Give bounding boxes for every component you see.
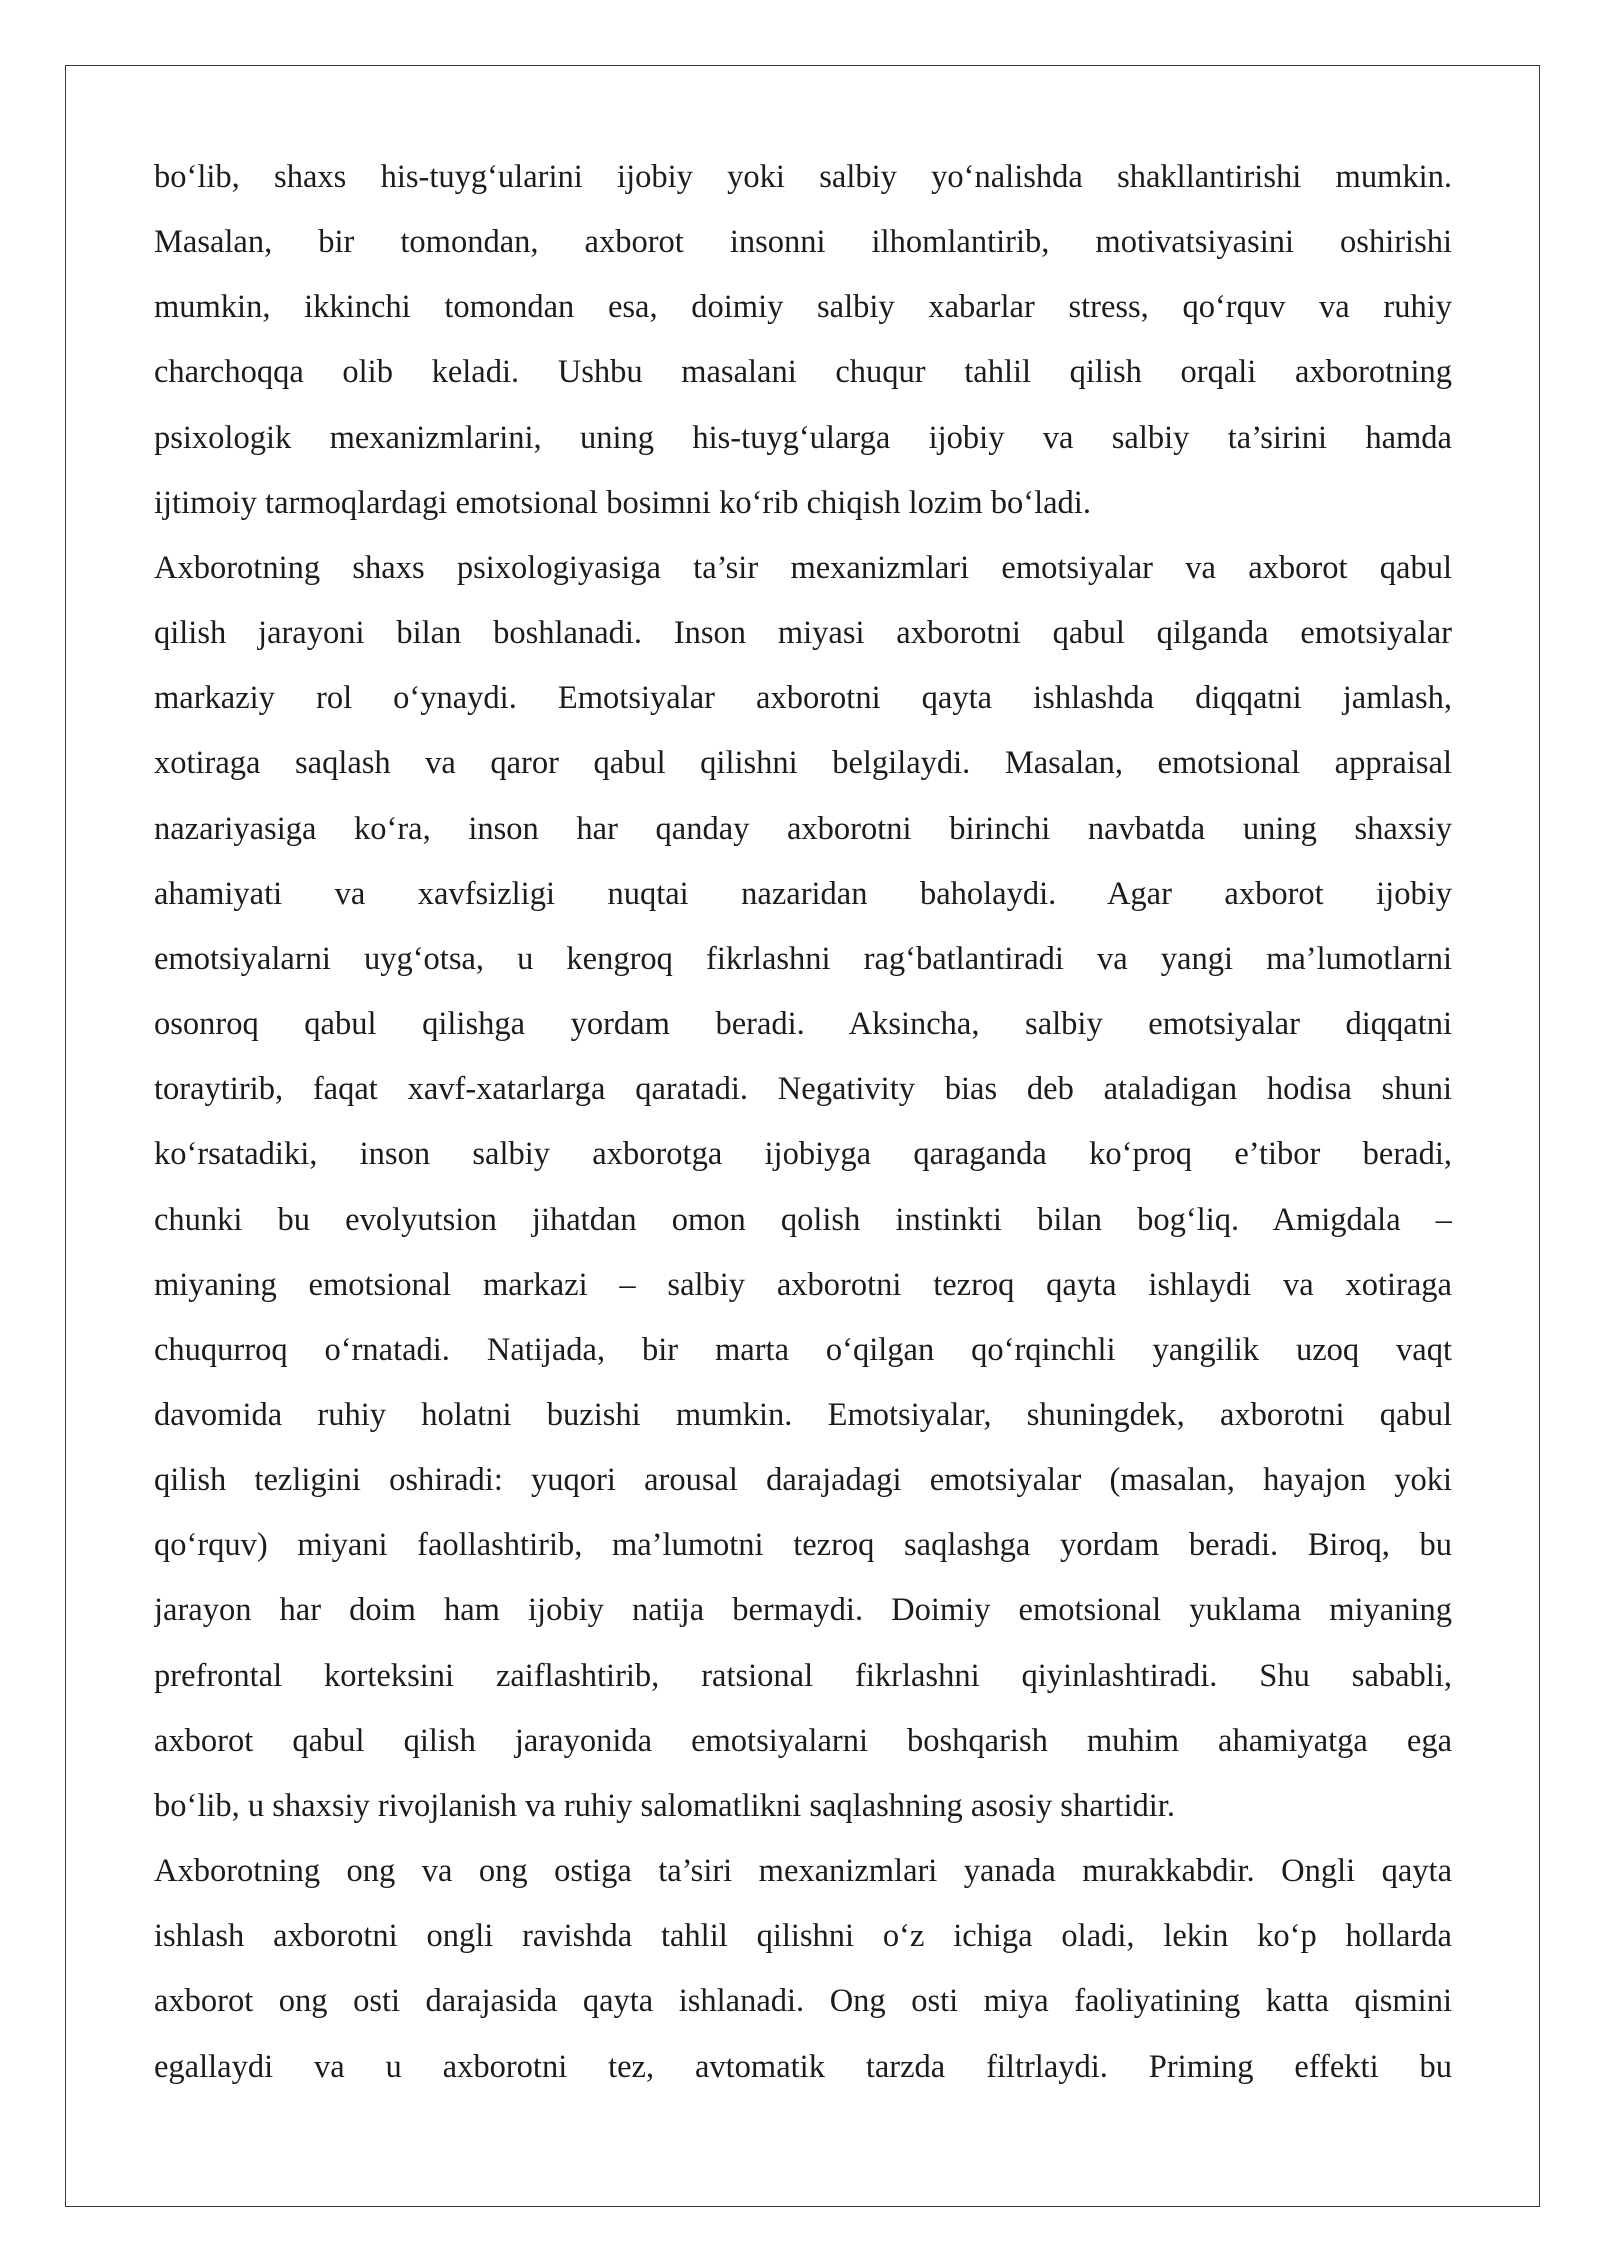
text-line: bo‘lib, u shaxsiy rivojlanish va ruhiy salomatlikni saqlashning asosiy shartidir.: [154, 1787, 1175, 1824]
text-line: ishlash axborotni ongli ravishda tahlil qilishni o‘z ichiga oladi, lekin ko‘p hollarda: [154, 1918, 1452, 1955]
text-line: Masalan, bir tomondan, axborot insonni ilhomlantirib, motivatsiyasini oshirishi: [154, 224, 1452, 261]
text-line: mumkin, ikkinchi tomondan esa, doimiy salbiy xabarlar stress, qo‘rquv va ruhiy: [154, 289, 1452, 326]
text-line: xotiraga saqlash va qaror qabul qilishni belgilaydi. Masalan, emotsional appraisal: [154, 745, 1452, 782]
paragraph: [154, 145, 1452, 536]
text-line: axborot ong osti darajasida qayta ishlanadi. Ong osti miya faoliyatining katta qismini: [154, 1983, 1452, 2020]
text-line: qilish tezligini oshiradi: yuqori arousal darajadagi emotsiyalar (masalan, hayajon yoki: [154, 1462, 1452, 1499]
text-line: emotsiyalarni uyg‘otsa, u kengroq fikrlashni rag‘batlantiradi va yangi ma’lumotlarni: [154, 940, 1452, 977]
body-text: [154, 145, 1452, 2100]
text-line: qilish jarayoni bilan boshlanadi. Inson miyasi axborotni qabul qilganda emotsiyalar: [154, 615, 1452, 652]
text-line: jarayon har doim ham ijobiy natija bermaydi. Doimiy emotsional yuklama miyaning: [154, 1592, 1452, 1629]
text-line: Axborotning ong va ong ostiga ta’siri mexanizmlari yanada murakkabdir. Ongli qayta: [154, 1853, 1452, 1890]
text-line: charchoqqa olib keladi. Ushbu masalani chuqur tahlil qilish orqali axborotning: [154, 354, 1452, 391]
paragraph: [154, 536, 1452, 1839]
text-line: axborot qabul qilish jarayonida emotsiyalarni boshqarish muhim ahamiyatga ega: [154, 1722, 1452, 1759]
text-line: bo‘lib, shaxs his-tuyg‘ularini ijobiy yoki salbiy yo‘nalishda shakllantirishi mumkin.: [154, 159, 1452, 195]
text-line: markaziy rol o‘ynaydi. Emotsiyalar axborotni qayta ishlashda diqqatni jamlash,: [154, 680, 1452, 717]
text-line: psixologik mexanizmlarini, uning his-tuyg‘ularga ijobiy va salbiy ta’sirini hamda: [154, 419, 1452, 456]
text-line: ko‘rsatadiki, inson salbiy axborotga ijobiyga qaraganda ko‘proq e’tibor beradi,: [154, 1136, 1452, 1173]
text-line: chunki bu evolyutsion jihatdan omon qolish instinkti bilan bog‘liq. Amigdala –: [154, 1201, 1452, 1238]
text-line: osonroq qabul qilishga yordam beradi. Aksincha, salbiy emotsiyalar diqqatni: [154, 1006, 1452, 1043]
text-line: chuqurroq o‘rnatadi. Natijada, bir marta o‘qilgan qo‘rqinchli yangilik uzoq vaqt: [154, 1331, 1452, 1368]
text-line: miyaning emotsional markazi – salbiy axborotni tezroq qayta ishlaydi va xotiraga: [154, 1266, 1452, 1303]
text-line: qo‘rquv) miyani faollashtirib, ma’lumotni tezroq saqlashga yordam beradi. Biroq, bu: [154, 1527, 1452, 1564]
paragraph: [154, 1839, 1452, 2100]
text-line: ijtimoiy tarmoqlardagi emotsional bosimni ko‘rib chiqish lozim bo‘ladi.: [154, 484, 1091, 521]
text-line: davomida ruhiy holatni buzishi mumkin. Emotsiyalar, shuningdek, axborotni qabul: [154, 1396, 1452, 1433]
text-line: egallaydi va u axborotni tez, avtomatik tarzda filtrlaydi. Priming effekti bu: [154, 2048, 1452, 2085]
text-line: ahamiyati va xavfsizligi nuqtai nazaridan baholaydi. Agar axborot ijobiy: [154, 875, 1452, 912]
text-line: nazariyasiga ko‘ra, inson har qanday axborotni birinchi navbatda uning shaxsiy: [154, 810, 1452, 847]
text-line: toraytirib, faqat xavf-xatarlarga qaratadi. Negativity bias deb ataladigan hodisa shuni: [154, 1071, 1452, 1108]
text-line: Axborotning shaxs psixologiyasiga ta’sir mexanizmlari emotsiyalar va axborot qabul: [154, 549, 1452, 586]
text-line: prefrontal korteksini zaiflashtirib, ratsional fikrlashni qiyinlashtiradi. Shu sababli,: [154, 1657, 1452, 1694]
